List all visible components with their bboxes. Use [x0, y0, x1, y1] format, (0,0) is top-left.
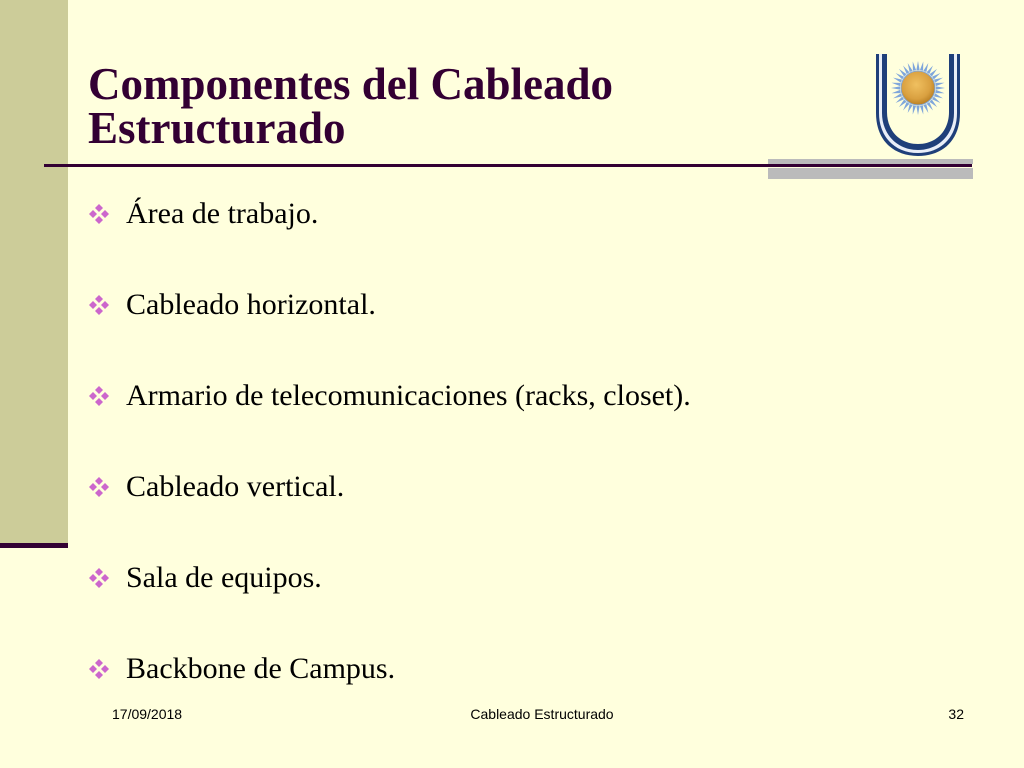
bullet-item-cableado-vertical	[88, 467, 691, 558]
left-bar-accent-line	[0, 543, 68, 548]
slide-page-number: 32	[948, 706, 964, 722]
bullet-text: Backbone de Campus.	[126, 652, 396, 685]
left-decorative-bar	[0, 0, 68, 545]
bullet-text: Cableado vertical.	[126, 470, 345, 503]
bullet-item-backbone-campus	[88, 649, 691, 740]
gray-accent-rule-bottom	[768, 168, 973, 179]
bullet-list	[88, 194, 691, 740]
bullet-item-cableado-horizontal	[88, 285, 691, 376]
bullet-text: Cableado horizontal.	[126, 288, 376, 321]
diamond-bullet-icon	[88, 285, 126, 325]
bullet-text: Sala de equipos.	[126, 561, 322, 594]
university-sun-emblem-icon	[872, 52, 964, 158]
slide-title: Componentes del Cableado Estructurado	[88, 59, 614, 153]
diamond-bullet-icon	[88, 194, 126, 234]
bullet-text: Área de trabajo.	[126, 197, 319, 230]
bullet-item-armario-telecomunicaciones	[88, 376, 691, 467]
diamond-bullet-icon	[88, 649, 126, 689]
diamond-bullet-icon	[88, 558, 126, 598]
diamond-bullet-icon	[88, 376, 126, 416]
footer-date: 17/09/2018	[112, 706, 183, 722]
diamond-bullet-icon	[88, 467, 126, 507]
title-underline-rule	[44, 164, 972, 167]
bullet-item-area-trabajo	[88, 194, 691, 285]
footer-center-text: Cableado Estructurado	[470, 706, 614, 722]
bullet-text: Armario de telecomunicaciones (racks, closet).	[126, 379, 691, 412]
bullet-item-sala-equipos	[88, 558, 691, 649]
